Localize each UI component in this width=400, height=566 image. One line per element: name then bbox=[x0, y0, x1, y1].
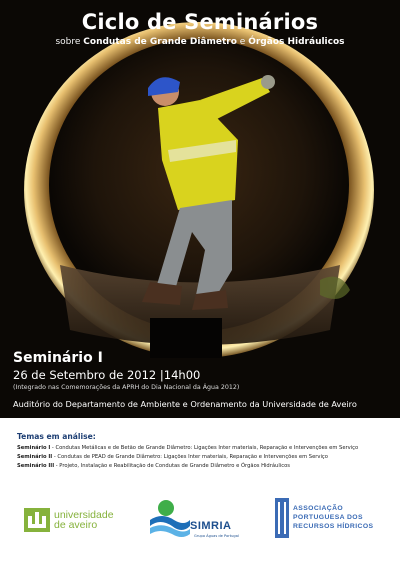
subtitle-topic-b: Órgãos Hidráulicos bbox=[248, 37, 345, 47]
ua-emblem-icon bbox=[24, 508, 50, 532]
theme-text: - Condutas de PEAD de Grande Diâmetro: Ligações Inter materiais, Reparação e Intervenções em Serviço bbox=[52, 454, 328, 460]
seminar-venue: Auditório do Departamento de Ambiente e Ordenamento da Universidade de Aveiro bbox=[13, 399, 357, 409]
sponsor-logos bbox=[0, 490, 400, 550]
seminar-info bbox=[13, 350, 393, 410]
seminar-title: Seminário I bbox=[13, 350, 103, 366]
theme-item bbox=[17, 462, 387, 471]
simria-logo bbox=[148, 496, 248, 546]
simria-name: SIMRIA bbox=[190, 520, 232, 532]
ua-wordmark: universidade de aveiro bbox=[54, 509, 114, 531]
aprh-column-icon bbox=[275, 498, 289, 538]
seminar-date-time: 26 de Setembro de 2012 |14h00 bbox=[13, 368, 201, 382]
theme-item bbox=[17, 453, 387, 462]
theme-item bbox=[17, 444, 387, 453]
theme-label: Seminário III bbox=[17, 463, 55, 469]
simria-wave-icon bbox=[148, 496, 192, 542]
theme-text: - Projeto, Instalação e Reabilitação de Condutas de Grande Diâmetro e Órgãos Hidráulicos bbox=[54, 463, 290, 469]
simria-tagline: Grupo Águas de Portugal bbox=[194, 534, 239, 538]
universidade-aveiro-logo bbox=[24, 508, 134, 538]
themes-heading: Temas em análise: bbox=[17, 432, 96, 441]
subtitle-conjunction: e bbox=[239, 37, 246, 47]
subtitle-prefix: sobre bbox=[55, 37, 81, 47]
theme-label: Seminário I bbox=[17, 445, 51, 451]
poster-subtitle bbox=[0, 37, 400, 47]
themes-section bbox=[17, 432, 387, 471]
theme-text: - Condutas Metálicas e de Betão de Grande Diâmetro: Ligações Inter materiais, Reparação e Intervenções em Serviço bbox=[50, 445, 359, 451]
aprh-wordmark: ASSOCIAÇÃO PORTUGUESA DOS RECURSOS HÍDRICOS bbox=[293, 505, 374, 530]
theme-label: Seminário II bbox=[17, 454, 53, 460]
poster-title: Ciclo de Seminários bbox=[81, 10, 319, 34]
aprh-logo bbox=[275, 498, 385, 546]
seminar-note: (Integrado nas Comemorações da APRH do Dia Nacional da Água 2012) bbox=[13, 384, 240, 391]
subtitle-topic-a: Condutas de Grande Diâmetro bbox=[83, 37, 237, 47]
